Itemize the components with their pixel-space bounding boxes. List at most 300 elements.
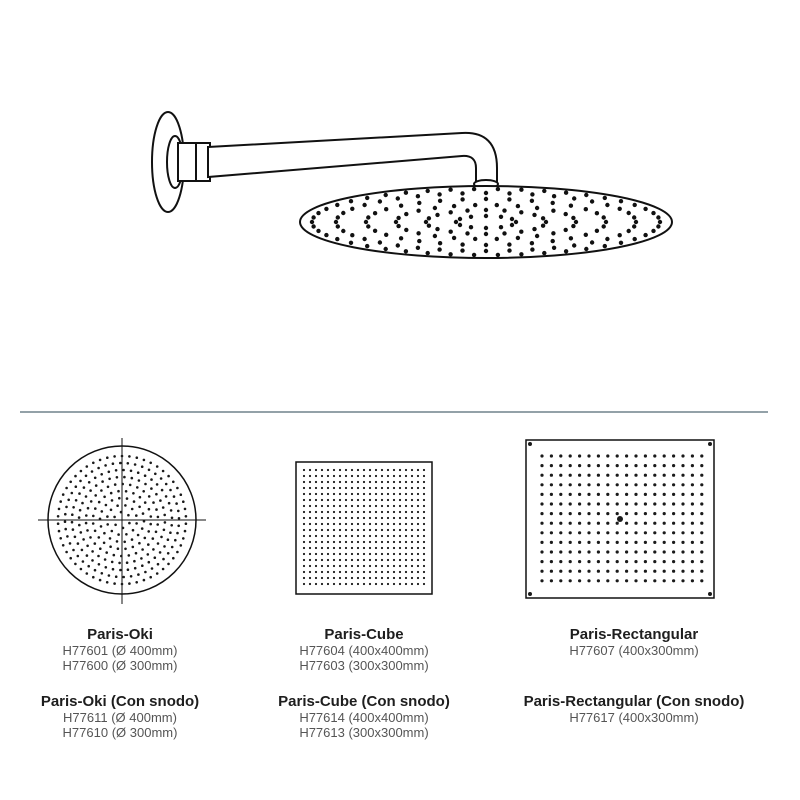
nozzle-dot [309,577,311,579]
nozzle-dot [91,550,94,553]
nozzle-dot [161,489,164,492]
nozzle-dot [627,211,631,215]
nozzle-dot [606,474,609,477]
nozzle-dot [672,550,675,553]
nozzle-dot [375,571,377,573]
nozzle-dot [182,537,185,540]
nozzle-dot [653,483,656,486]
nozzle-dot [569,560,572,563]
nozzle-dot [141,527,144,530]
nozzle-dot [169,489,172,492]
nozzle-dot [405,505,407,507]
nozzle-dot [399,535,401,537]
nozzle-dot [333,469,335,471]
nozzle-dot [321,577,323,579]
nozzle-dot [540,454,543,457]
nozzle-dot [411,529,413,531]
nozzle-dot [177,510,180,513]
nozzle-dot [58,508,61,511]
nozzle-dot [417,511,419,513]
nozzle-dot [375,475,377,477]
nozzle-dot [393,487,395,489]
nozzle-dot [619,199,623,203]
nozzle-dot [437,247,441,251]
nozzle-dot [97,467,100,470]
nozzle-dot [127,462,130,465]
nozzle-dot [351,481,353,483]
nozzle-dot [357,493,359,495]
nozzle-dot [65,487,68,490]
nozzle-dot [88,481,91,484]
nozzle-dot [357,505,359,507]
nozzle-dot [625,570,628,573]
nozzle-dot [106,523,109,526]
nozzle-dot [378,199,382,203]
nozzle-dot [363,523,365,525]
nozzle-dot [672,522,675,525]
nozzle-dot [122,469,125,472]
nozzle-dot [644,502,647,505]
nozzle-dot [357,541,359,543]
nozzle-dot [625,483,628,486]
nozzle-dot [125,533,128,536]
nozzle-dot [606,541,609,544]
nozzle-dot [574,220,578,224]
nozzle-dot [578,483,581,486]
nozzle-dot [369,559,371,561]
nozzle-dot [381,517,383,519]
nozzle-dot [144,474,147,477]
product-code: H77607 (400x300mm) [569,643,699,658]
nozzle-dot [309,511,311,513]
nozzle-dot [369,571,371,573]
nozzle-dot [653,512,656,515]
nozzle-dot [625,493,628,496]
nozzle-dot [114,483,117,486]
nozzle-dot [700,531,703,534]
nozzle-dot [170,509,173,512]
nozzle-dot [104,464,107,467]
nozzle-dot [578,474,581,477]
nozzle-dot [559,483,562,486]
nozzle-dot [387,511,389,513]
nozzle-dot [387,577,389,579]
nozzle-dot [90,500,93,503]
product-code: H77604 (400x400mm) [299,643,429,658]
nozzle-dot [672,474,675,477]
nozzle-dot [465,208,469,212]
nozzle-dot [578,454,581,457]
nozzle-dot [381,493,383,495]
nozzle-dot [327,529,329,531]
nozzle-dot [619,241,623,245]
nozzle-dot [393,565,395,567]
nozzle-dot [339,577,341,579]
nozzle-dot [324,233,328,237]
nozzle-dot [149,462,152,465]
product-variant-code: H77617 (400x300mm) [569,710,699,725]
nozzle-dot [550,454,553,457]
nozzle-dot [587,454,590,457]
nozzle-dot [381,469,383,471]
nozzle-dot [616,502,619,505]
nozzle-dot [550,579,553,582]
nozzle-dot [691,579,694,582]
nozzle-dot [315,481,317,483]
nozzle-dot [550,512,553,515]
nozzle-dot [315,583,317,585]
nozzle-dot [327,505,329,507]
nozzle-dot [339,553,341,555]
nozzle-dot [164,521,167,524]
nozzle-dot [396,224,400,228]
nozzle-dot [303,505,305,507]
nozzle-dot [375,547,377,549]
paris-rectangular-plan [526,440,714,598]
nozzle-dot [597,570,600,573]
nozzle-dot [597,493,600,496]
nozzle-dot [82,538,85,541]
product-variant-code: H77611 (Ø 400mm) [63,710,177,725]
nozzle-dot [618,207,622,211]
nozzle-dot [339,565,341,567]
nozzle-dot [653,493,656,496]
nozzle-dot [315,571,317,573]
nozzle-dot [357,529,359,531]
nozzle-dot [399,541,401,543]
nozzle-dot [363,493,365,495]
nozzle-dot [578,464,581,467]
nozzle-dot [132,492,135,495]
nozzle-dot [387,583,389,585]
nozzle-dot [321,541,323,543]
nozzle-dot [691,531,694,534]
nozzle-dot [663,522,666,525]
nozzle-dot [393,493,395,495]
nozzle-dot [423,535,425,537]
nozzle-dot [315,505,317,507]
nozzle-dot [86,529,89,532]
nozzle-dot [627,229,631,233]
nozzle-dot [369,481,371,483]
nozzle-dot [606,531,609,534]
nozzle-dot [116,476,119,479]
nozzle-dot [345,571,347,573]
nozzle-dot [672,454,675,457]
nozzle-dot [449,230,453,234]
nozzle-dot [578,560,581,563]
nozzle-dot [672,541,675,544]
nozzle-dot [417,547,419,549]
nozzle-dot [119,462,122,465]
nozzle-dot [375,517,377,519]
nozzle-dot [369,565,371,567]
nozzle-dot [411,487,413,489]
nozzle-dot [569,236,573,240]
nozzle-dot [81,502,84,505]
nozzle-dot [321,493,323,495]
nozzle-dot [499,215,503,219]
nozzle-dot [154,556,157,559]
nozzle-dot [126,497,129,500]
nozzle-dot [121,583,124,586]
nozzle-dot [381,505,383,507]
nozzle-dot [540,579,543,582]
nozzle-dot [559,550,562,553]
nozzle-dot [83,486,86,489]
nozzle-dot [411,517,413,519]
nozzle-dot [109,537,112,540]
nozzle-dot [363,499,365,501]
nozzle-dot [606,454,609,457]
nozzle-dot [411,553,413,555]
nozzle-dot [559,531,562,534]
nozzle-dot [125,490,128,493]
nozzle-dot [393,553,395,555]
nozzle-dot [315,559,317,561]
nozzle-dot [148,469,151,472]
nozzle-dot [345,493,347,495]
nozzle-dot [309,517,311,519]
nozzle-dot [571,224,575,228]
nozzle-dot [339,535,341,537]
nozzle-dot [303,535,305,537]
nozzle-dot [375,481,377,483]
nozzle-dot [366,224,370,228]
nozzle-dot [700,474,703,477]
nozzle-dot [162,506,165,509]
nozzle-dot [163,514,166,517]
nozzle-dot [78,524,81,527]
nozzle-dot [381,523,383,525]
nozzle-dot [542,189,546,193]
nozzle-dot [656,224,660,228]
nozzle-dot [672,483,675,486]
nozzle-dot [116,504,119,507]
nozzle-dot [108,478,111,481]
nozzle-dot [700,454,703,457]
nozzle-dot [112,462,115,465]
nozzle-dot [405,523,407,525]
nozzle-dot [363,529,365,531]
nozzle-dot [663,493,666,496]
nozzle-dot [321,523,323,525]
nozzle-dot [472,187,476,191]
nozzle-dot [327,559,329,561]
nozzle-dot [99,547,102,550]
nozzle-dot [643,207,647,211]
nozzle-dot [510,217,514,221]
nozzle-dot [62,544,65,547]
nozzle-dot [71,492,74,495]
nozzle-dot [411,511,413,513]
nozzle-dot [350,207,354,211]
nozzle-dot [67,499,70,502]
nozzle-dot [339,493,341,495]
nozzle-dot [143,579,146,582]
nozzle-dot [384,247,388,251]
nozzle-dot [387,469,389,471]
nozzle-dot [653,550,656,553]
nozzle-dot [345,583,347,585]
nozzle-dot [417,201,421,205]
nozzle-dot [587,541,590,544]
nozzle-dot [405,565,407,567]
nozzle-dot [381,487,383,489]
nozzle-dot [381,553,383,555]
nozzle-dot [587,512,590,515]
nozzle-dot [559,454,562,457]
nozzle-dot [378,240,382,244]
nozzle-dot [185,522,188,525]
nozzle-dot [363,505,365,507]
nozzle-dot [141,564,144,567]
nozzle-dot [351,553,353,555]
nozzle-dot [327,469,329,471]
nozzle-dot [152,501,155,504]
nozzle-dot [691,474,694,477]
nozzle-dot [339,571,341,573]
nozzle-dot [559,502,562,505]
nozzle-dot [473,203,477,207]
nozzle-dot [171,546,174,549]
nozzle-dot [315,523,317,525]
nozzle-dot [303,517,305,519]
nozzle-dot [423,487,425,489]
nozzle-dot [700,541,703,544]
nozzle-dot [327,547,329,549]
nozzle-dot [651,229,655,233]
nozzle-dot [369,577,371,579]
nozzle-dot [327,553,329,555]
nozzle-dot [162,568,165,571]
nozzle-dot [351,475,353,477]
nozzle-dot [584,193,588,197]
nozzle-dot [519,188,523,192]
nozzle-dot [672,493,675,496]
nozzle-dot [405,535,407,537]
nozzle-dot [644,541,647,544]
nozzle-dot [339,487,341,489]
nozzle-dot [423,499,425,501]
nozzle-dot [310,220,314,224]
nozzle-dot [114,524,117,527]
nozzle-dot [157,542,160,545]
nozzle-dot [184,530,187,533]
nozzle-dot [103,542,106,545]
product-variant-name: Paris-Rectangular (Con snodo) [523,693,745,710]
nozzle-dot [602,215,606,219]
nozzle-dot [423,571,425,573]
nozzle-dot [405,475,407,477]
nozzle-dot [167,552,170,555]
nozzle-dot [155,493,158,496]
nozzle-dot [351,529,353,531]
nozzle-dot [351,571,353,573]
nozzle-dot [587,560,590,563]
nozzle-dot [651,211,655,215]
nozzle-dot [156,523,159,526]
nozzle-dot [345,487,347,489]
nozzle-dot [550,502,553,505]
nozzle-dot [327,499,329,501]
nozzle-dot [144,483,147,486]
nozzle-dot [411,469,413,471]
nozzle-dot [559,474,562,477]
nozzle-dot [691,502,694,505]
product-variant-code: H77610 (Ø 300mm) [62,725,178,740]
nozzle-dot [128,522,131,525]
nozzle-dot [681,454,684,457]
nozzle-dot [653,531,656,534]
nozzle-dot [351,505,353,507]
nozzle-dot [336,215,340,219]
nozzle-dot [77,555,80,558]
nozzle-dot [399,481,401,483]
nozzle-dot [357,511,359,513]
nozzle-dot [369,511,371,513]
nozzle-dot [345,565,347,567]
nozzle-dot [384,233,388,237]
nozzle-dot [569,512,572,515]
nozzle-dot [178,517,181,520]
nozzle-dot [85,522,88,525]
nozzle-dot [530,247,534,251]
nozzle-dot [373,211,377,215]
nozzle-dot [387,571,389,573]
nozzle-dot [597,550,600,553]
nozzle-dot [393,577,395,579]
nozzle-dot [142,490,145,493]
nozzle-dot [324,207,328,211]
nozzle-dot [162,470,165,473]
nozzle-dot [496,253,500,257]
nozzle-dot [176,487,179,490]
nozzle-dot [632,215,636,219]
nozzle-dot [369,583,371,585]
nozzle-dot [363,553,365,555]
nozzle-dot [597,522,600,525]
nozzle-dot [625,474,628,477]
nozzle-dot [112,568,115,571]
nozzle-dot [309,541,311,543]
nozzle-dot [363,559,365,561]
nozzle-dot [532,213,536,217]
nozzle-dot [437,192,441,196]
nozzle-dot [393,511,395,513]
nozzle-dot [131,477,134,480]
nozzle-dot [369,547,371,549]
nozzle-dot [351,517,353,519]
nozzle-dot [91,470,94,473]
nozzle-dot [393,535,395,537]
nozzle-dot [540,493,543,496]
nozzle-dot [458,223,462,227]
nozzle-dot [315,553,317,555]
nozzle-dot [315,565,317,567]
nozzle-dot [98,536,101,539]
nozzle-dot [333,529,335,531]
nozzle-dot [357,469,359,471]
nozzle-dot [121,483,124,486]
product-name: Paris-Rectangular [569,626,699,643]
nozzle-dot [590,199,594,203]
nozzle-dot [64,520,67,523]
nozzle-dot [535,206,539,210]
nozzle-dot [495,203,499,207]
nozzle-dot [351,493,353,495]
nozzle-dot [92,576,95,579]
